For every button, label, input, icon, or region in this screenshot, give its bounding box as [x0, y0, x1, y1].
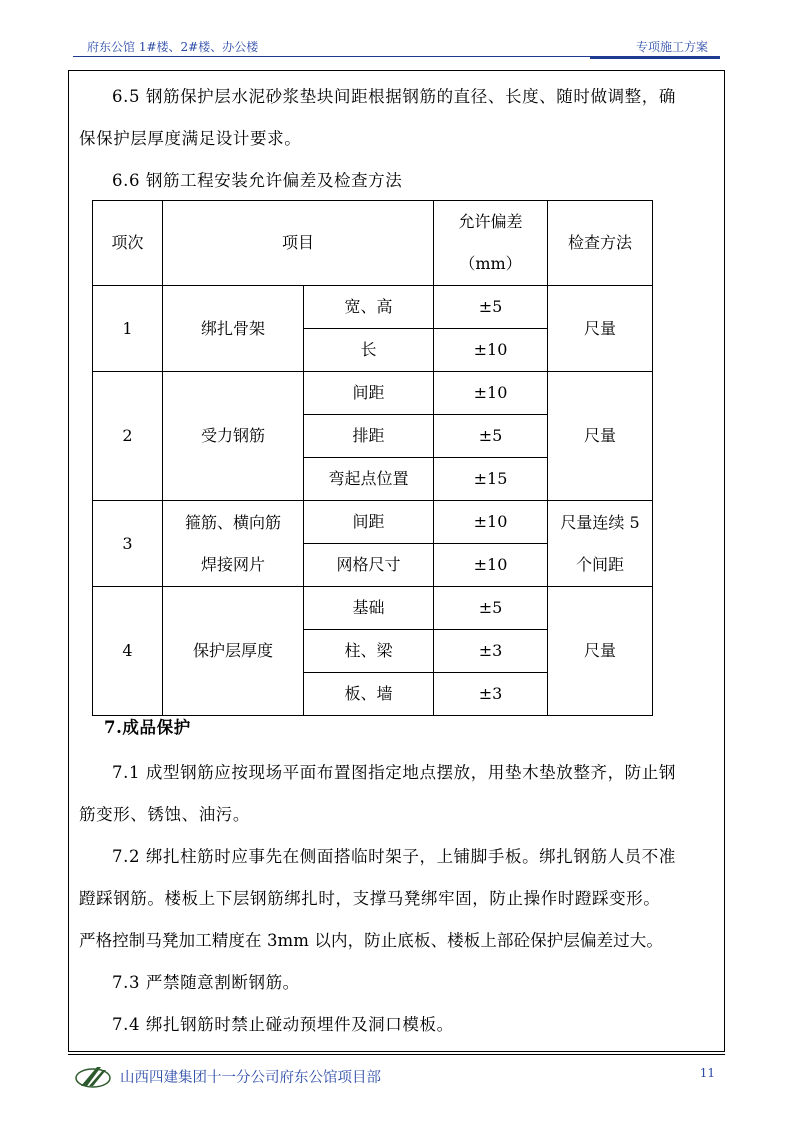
para-7-1-line1: 7.1 成型钢筋应按现场平面布置图指定地点摆放，用垫木垫放整齐，防止钢	[112, 763, 676, 782]
g2-method: 尺量	[548, 372, 653, 501]
g4-r3-tol: ±3	[434, 673, 548, 716]
g1-method: 尺量	[548, 286, 653, 372]
g3-r2-sub: 网格尺寸	[304, 544, 434, 587]
g3-method	[548, 501, 653, 587]
para-7-1-line2: 筋变形、锈蚀、油污。	[79, 805, 250, 824]
header-project-name: 府东公馆 1#楼、2#楼、办公楼	[87, 40, 259, 54]
page-number: 11	[699, 1066, 715, 1080]
para-7-4: 7.4 绑扎钢筋时禁止碰动预埋件及洞口模板。	[112, 1015, 454, 1034]
g2-r2-sub: 排距	[304, 415, 434, 458]
section-7-heading: 7.成品保护	[104, 718, 191, 737]
g3-item	[163, 501, 304, 587]
g4-no: 4	[93, 587, 163, 716]
para-6-5-line2: 保保护层厚度满足设计要求。	[79, 129, 302, 148]
tolerance-table	[92, 200, 653, 716]
para-6-5-line1: 6.5 钢筋保护层水泥砂浆垫块间距根据钢筋的直径、长度、随时做调整，确	[112, 87, 676, 106]
company-logo-icon	[73, 1064, 113, 1088]
g4-r1-tol: ±5	[434, 587, 548, 630]
g4-method: 尺量	[548, 587, 653, 716]
g3-method-l1: 尺量连续 5	[560, 512, 640, 532]
page-footer	[73, 1064, 723, 1092]
g1-r2-sub: 长	[304, 329, 434, 372]
g3-method-l2: 个间距	[575, 554, 624, 574]
para-7-2-line2: 蹬踩钢筋。楼板上下层钢筋绑扎时，支撑马凳绑牢固，防止操作时蹬踩变形。	[79, 889, 661, 908]
g1-r2-tol: ±10	[434, 329, 548, 372]
para-7-2-line3: 严格控制马凳加工精度在 3mm 以内，防止底板、楼板上部砼保护层偏差过大。	[79, 931, 663, 950]
table-header-row	[93, 201, 653, 286]
table-row	[93, 587, 653, 630]
g1-r1-tol: ±5	[434, 286, 548, 329]
g2-r3-sub: 弯起点位置	[304, 458, 434, 501]
header-doc-title: 专项施工方案	[635, 40, 708, 54]
header-rule	[590, 57, 720, 59]
g4-r3-sub: 板、墙	[304, 673, 434, 716]
g3-r1-sub: 间距	[304, 501, 434, 544]
g2-r2-tol: ±5	[434, 415, 548, 458]
th-tolerance-l1: 允许偏差	[458, 212, 523, 231]
th-tolerance-l2: （mm）	[459, 254, 522, 273]
para-7-3: 7.3 严禁随意割断钢筋。	[112, 973, 300, 992]
g3-r1-tol: ±10	[434, 501, 548, 544]
g3-item-l2: 焊接网片	[200, 554, 265, 574]
g1-no: 1	[93, 286, 163, 372]
g1-r1-sub: 宽、高	[304, 286, 434, 329]
table-row	[93, 286, 653, 329]
g4-r1-sub: 基础	[304, 587, 434, 630]
para-6-6-heading: 6.6 钢筋工程安装允许偏差及检查方法	[112, 171, 403, 190]
g2-item: 受力钢筋	[163, 372, 304, 501]
g3-item-l1: 箍筋、横向筋	[184, 512, 281, 532]
para-7-2-line1: 7.2 绑扎柱筋时应事先在侧面搭临时架子，上铺脚手板。绑扎钢筋人员不准	[112, 847, 676, 866]
page-frame-bottom-rule	[68, 1054, 725, 1055]
g1-item: 绑扎骨架	[163, 286, 304, 372]
g2-no: 2	[93, 372, 163, 501]
g2-r3-tol: ±15	[434, 458, 548, 501]
th-no: 项次	[93, 201, 163, 286]
th-tolerance	[434, 201, 548, 286]
footer-organization: 山西四建集团十一分公司府东公馆项目部	[120, 1070, 381, 1086]
g2-r1-sub: 间距	[304, 372, 434, 415]
g4-r2-sub: 柱、梁	[304, 630, 434, 673]
g2-r1-tol: ±10	[434, 372, 548, 415]
g4-item: 保护层厚度	[163, 587, 304, 716]
table-row	[93, 372, 653, 415]
th-method: 检查方法	[548, 201, 653, 286]
g3-no: 3	[93, 501, 163, 587]
g3-r2-tol: ±10	[434, 544, 548, 587]
g4-r2-tol: ±3	[434, 630, 548, 673]
table-row	[93, 501, 653, 544]
page-header	[73, 36, 720, 57]
th-item: 项目	[163, 201, 434, 286]
